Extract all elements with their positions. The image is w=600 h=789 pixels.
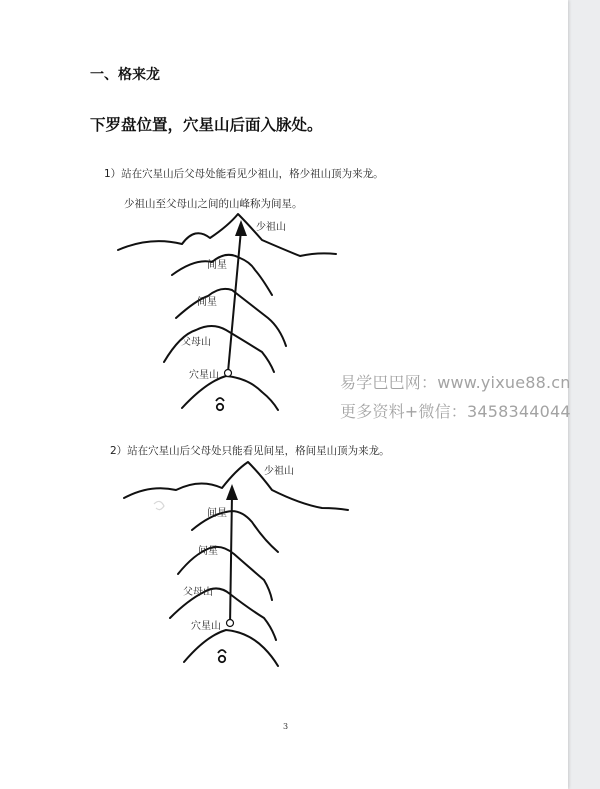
d2-label-jianxing-upper: 间星 bbox=[207, 508, 227, 519]
page-number: 3 bbox=[283, 722, 289, 731]
watermark-line-1: 易学巴巴网：www.yixue88.cn bbox=[340, 373, 571, 392]
d1-label-fumu: 父母山 bbox=[181, 337, 211, 348]
d2-label-fumu: 父母山 bbox=[183, 587, 213, 598]
d2-label-shaozu: 少祖山 bbox=[264, 466, 294, 477]
d1-label-xuexing: 穴星山 bbox=[189, 370, 219, 381]
d1-label-jianxing-upper: 间星 bbox=[207, 260, 227, 271]
d1-label-shaozu: 少祖山 bbox=[256, 222, 286, 233]
case1-text: 1）站在穴星山后父母处能看见少祖山，格少祖山顶为来龙。 bbox=[104, 168, 384, 180]
subheading: 下罗盘位置，穴星山后面入脉处。 bbox=[90, 116, 323, 134]
section-heading: 一、格来龙 bbox=[90, 67, 160, 83]
case2-text: 2）站在穴星山后父母处只能看见间星，格间星山顶为来龙。 bbox=[110, 445, 390, 457]
d2-label-xuexing: 穴星山 bbox=[191, 621, 221, 632]
watermark-line-2: 更多资料+微信：3458344044 bbox=[340, 402, 571, 421]
d1-label-jianxing-lower: 间星 bbox=[197, 297, 217, 308]
d2-label-jianxing-lower: 间星 bbox=[198, 546, 218, 557]
case1-note: 少祖山至父母山之间的山峰称为间星。 bbox=[124, 198, 303, 210]
